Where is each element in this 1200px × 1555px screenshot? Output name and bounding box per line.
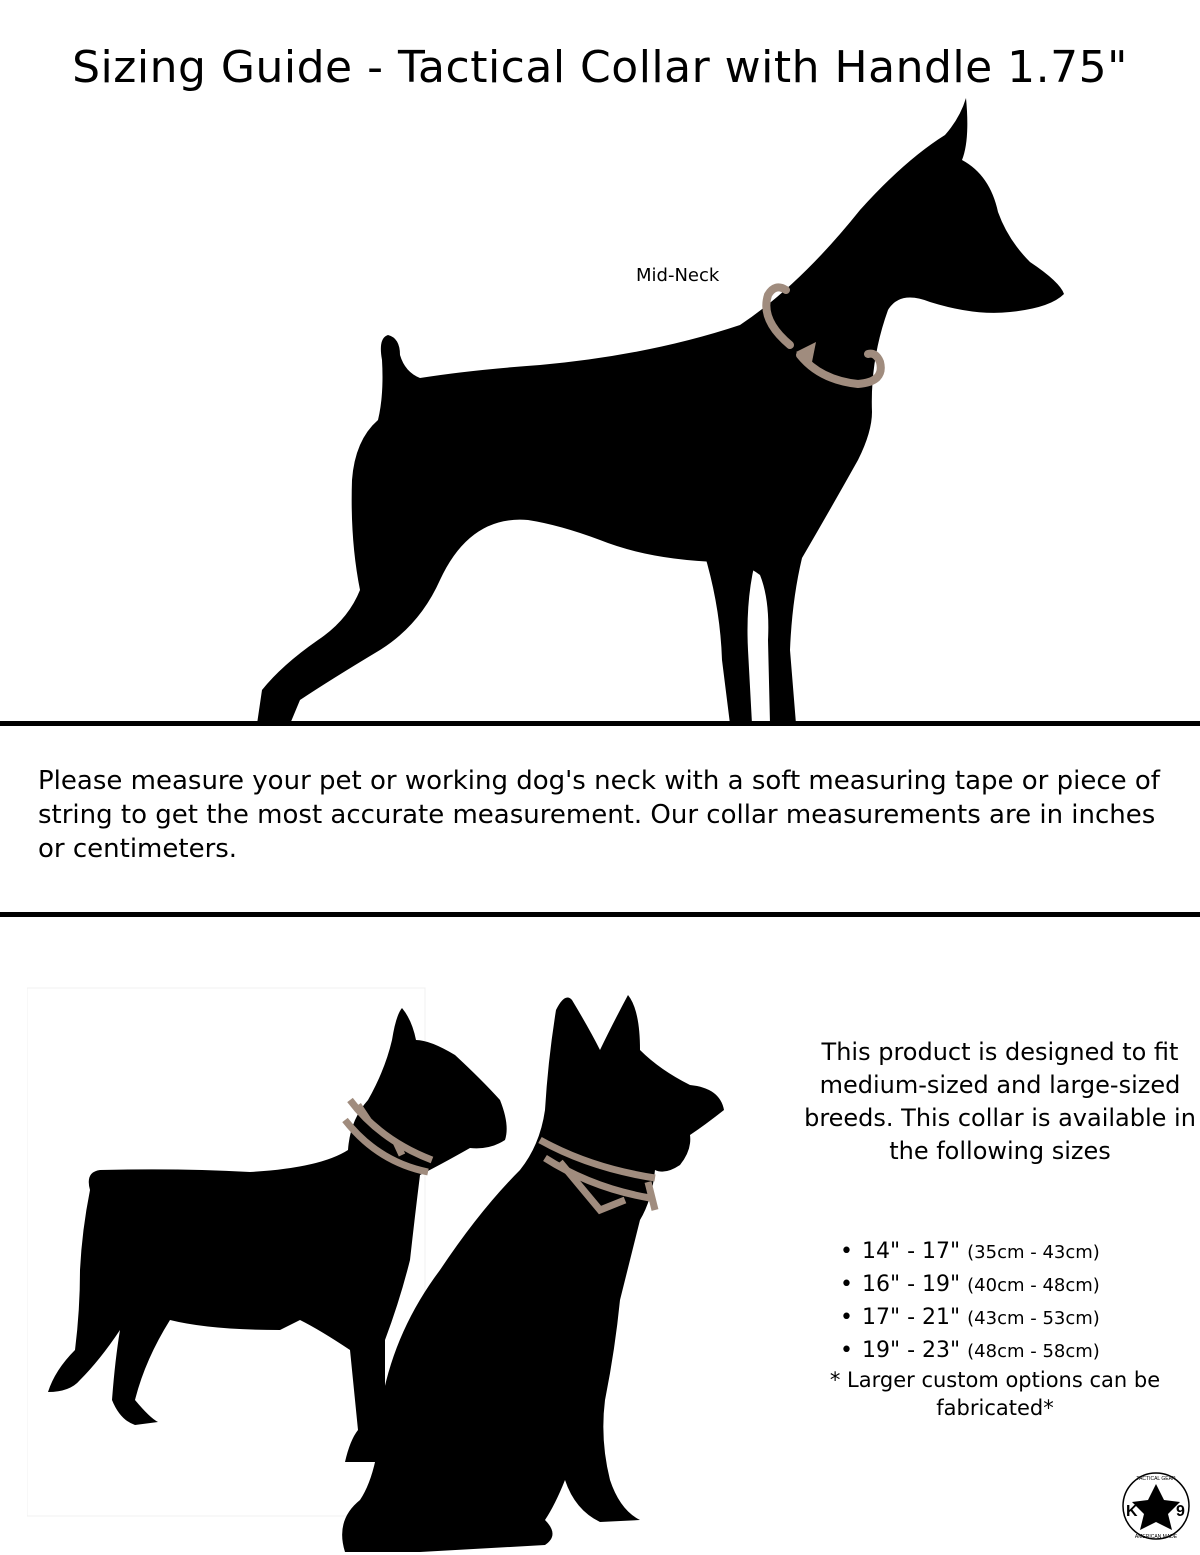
mid-neck-label: Mid-Neck bbox=[636, 265, 720, 286]
doberman-silhouette bbox=[0, 0, 1200, 730]
logo-letter-k: K bbox=[1126, 1503, 1138, 1520]
boxer-and-shepherd-silhouette bbox=[27, 985, 727, 1555]
bullet-icon: • bbox=[840, 1305, 853, 1330]
size-cm: (43cm - 53cm) bbox=[967, 1308, 1100, 1329]
size-cm: (48cm - 58cm) bbox=[967, 1341, 1100, 1362]
size-cm: (40cm - 48cm) bbox=[967, 1275, 1100, 1296]
bullet-icon: • bbox=[840, 1239, 853, 1264]
divider-bottom bbox=[0, 912, 1200, 917]
size-inches: 17" - 21" bbox=[862, 1305, 961, 1330]
page-title: Sizing Guide - Tactical Collar with Handle 1.75" bbox=[72, 42, 1128, 93]
logo-top-text: TACTICAL GEAR bbox=[1136, 1476, 1176, 1482]
size-list bbox=[840, 1236, 1200, 1368]
bullet-icon: • bbox=[840, 1338, 853, 1363]
size-cm: (35cm - 43cm) bbox=[967, 1242, 1100, 1263]
size-inches: 14" - 17" bbox=[862, 1239, 961, 1264]
bullet-icon: • bbox=[840, 1272, 853, 1297]
size-inches: 19" - 23" bbox=[862, 1338, 961, 1363]
list-item bbox=[840, 1236, 1200, 1269]
measurement-instructions: Please measure your pet or working dog's neck with a soft measuring tape or piece of string to get the most accurate measurement. Our collar measurements are in inches or centimeters. bbox=[38, 766, 1160, 864]
list-item bbox=[840, 1335, 1200, 1368]
k9-logo-icon bbox=[1120, 1470, 1192, 1542]
product-fit-description: This product is designed to fit medium-sized and large-sized breeds. This collar is available in the following sizes bbox=[804, 1038, 1196, 1165]
list-item bbox=[840, 1269, 1200, 1302]
logo-digit-9: 9 bbox=[1176, 1503, 1185, 1520]
size-inches: 16" - 19" bbox=[862, 1272, 961, 1297]
custom-options-note: * Larger custom options can be fabricated* bbox=[829, 1368, 1161, 1420]
list-item bbox=[840, 1302, 1200, 1335]
logo-bottom-text: AMERICAN MADE bbox=[1134, 1534, 1178, 1540]
divider-top bbox=[0, 721, 1200, 726]
